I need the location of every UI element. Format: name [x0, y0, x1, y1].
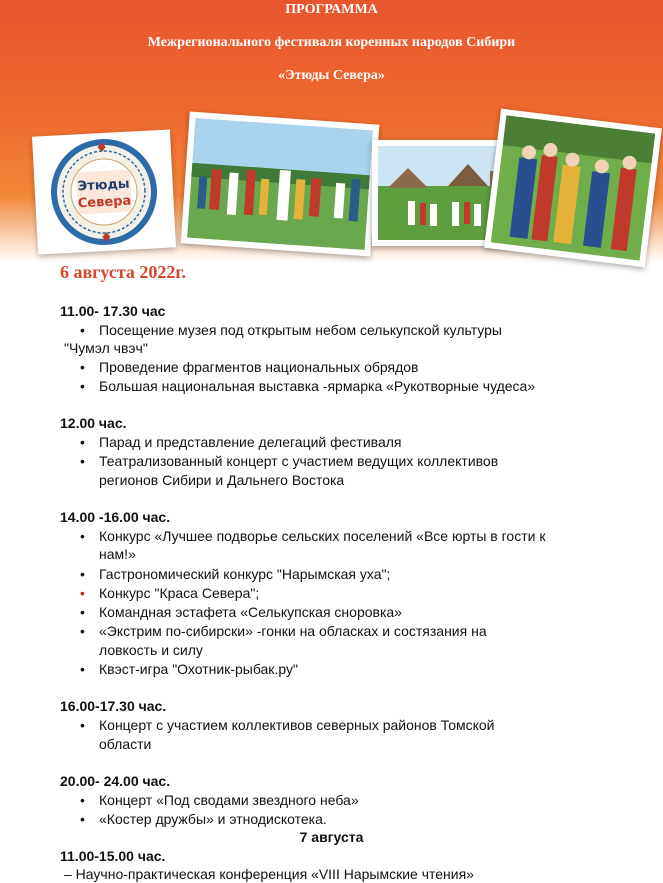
list-item: Конкурс "Краса Севера";: [99, 585, 260, 601]
list-item-continuation: области: [99, 736, 152, 752]
day1-date: 6 августа 2022г.: [60, 262, 187, 282]
list-item-continuation: ловкость и силу: [99, 642, 203, 658]
program-label: ПРОГРАММА: [285, 2, 378, 17]
list-item: Театрализованный концерт с участием ведущих коллективов: [99, 453, 499, 469]
bullet-icon: •: [80, 359, 85, 375]
festival-photo-costumes: [484, 109, 662, 268]
list-item-continuation: регионов Сибири и Дальнего Востока: [99, 472, 345, 488]
bullet-icon: •: [80, 717, 85, 733]
bullet-icon: •: [80, 434, 85, 450]
time-slot-4: 16.00-17.30 час.: [60, 698, 167, 714]
conference-line: – Научно-практическая конференция «VIII Нарымские чтения»: [64, 866, 474, 882]
festival-photo-dancers: [181, 112, 380, 257]
list-item-continuation: "Чумэл чвэч": [64, 340, 148, 356]
list-item: Конкурс «Лучшее подворье сельских поселений «Все юрты в гости к: [99, 528, 546, 544]
list-item: Квэст-игра "Охотник-рыбак.ру": [99, 661, 298, 677]
list-item: «Костер дружбы» и этнодискотека.: [99, 811, 327, 827]
bullet-icon: •: [80, 453, 85, 469]
bullet-icon: •: [80, 566, 85, 582]
bullet-icon: •: [80, 322, 85, 338]
bullet-icon: •: [80, 623, 85, 639]
bullet-icon: •: [80, 811, 85, 827]
bullet-icon: •: [80, 528, 85, 544]
list-item: Гастрономический конкурс "Нарымская уха";: [99, 566, 391, 582]
list-item: Концерт «Под сводами звездного неба»: [99, 792, 359, 808]
bullet-icon: •: [80, 661, 85, 677]
time-slot-day2: 11.00-15.00 час.: [60, 848, 166, 864]
festival-name: «Этюды Севера»: [278, 68, 385, 83]
bullet-icon-red: •: [80, 585, 85, 601]
time-slot-3: 14.00 -16.00 час.: [60, 509, 171, 525]
list-item: Парад и представление делегаций фестиваля: [99, 434, 402, 450]
bullet-icon: •: [80, 792, 85, 808]
list-item: Большая национальная выставка -ярмарка «Рукотворные чудеса»: [99, 378, 536, 394]
time-slot-5: 20.00- 24.00 час.: [60, 773, 171, 789]
list-item-continuation: нам!»: [99, 546, 136, 562]
list-item: Командная эстафета «Селькупская сноровка»: [99, 604, 402, 620]
list-item: Проведение фрагментов национальных обрядов: [99, 359, 419, 375]
list-item: «Экстрим по-сибирски» -гонки на обласках и состязания на: [99, 623, 487, 639]
logo-text-bottom: Севера: [77, 193, 132, 212]
list-item: Концерт с участием коллективов северных районов Томской: [99, 717, 495, 733]
list-item: Посещение музея под открытым небом селькупской культуры: [99, 322, 502, 338]
bullet-icon: •: [80, 604, 85, 620]
festival-line: Межрегионального фестиваля коренных народов Сибири: [147, 35, 516, 50]
bullet-icon: •: [80, 378, 85, 394]
logo-text-top: Этюды: [77, 176, 131, 195]
time-slot-1: 11.00- 17.30 час: [60, 303, 166, 319]
day2-date: 7 августа: [299, 829, 364, 845]
time-slot-2: 12.00 час.: [60, 415, 127, 431]
festival-logo: [32, 129, 176, 254]
